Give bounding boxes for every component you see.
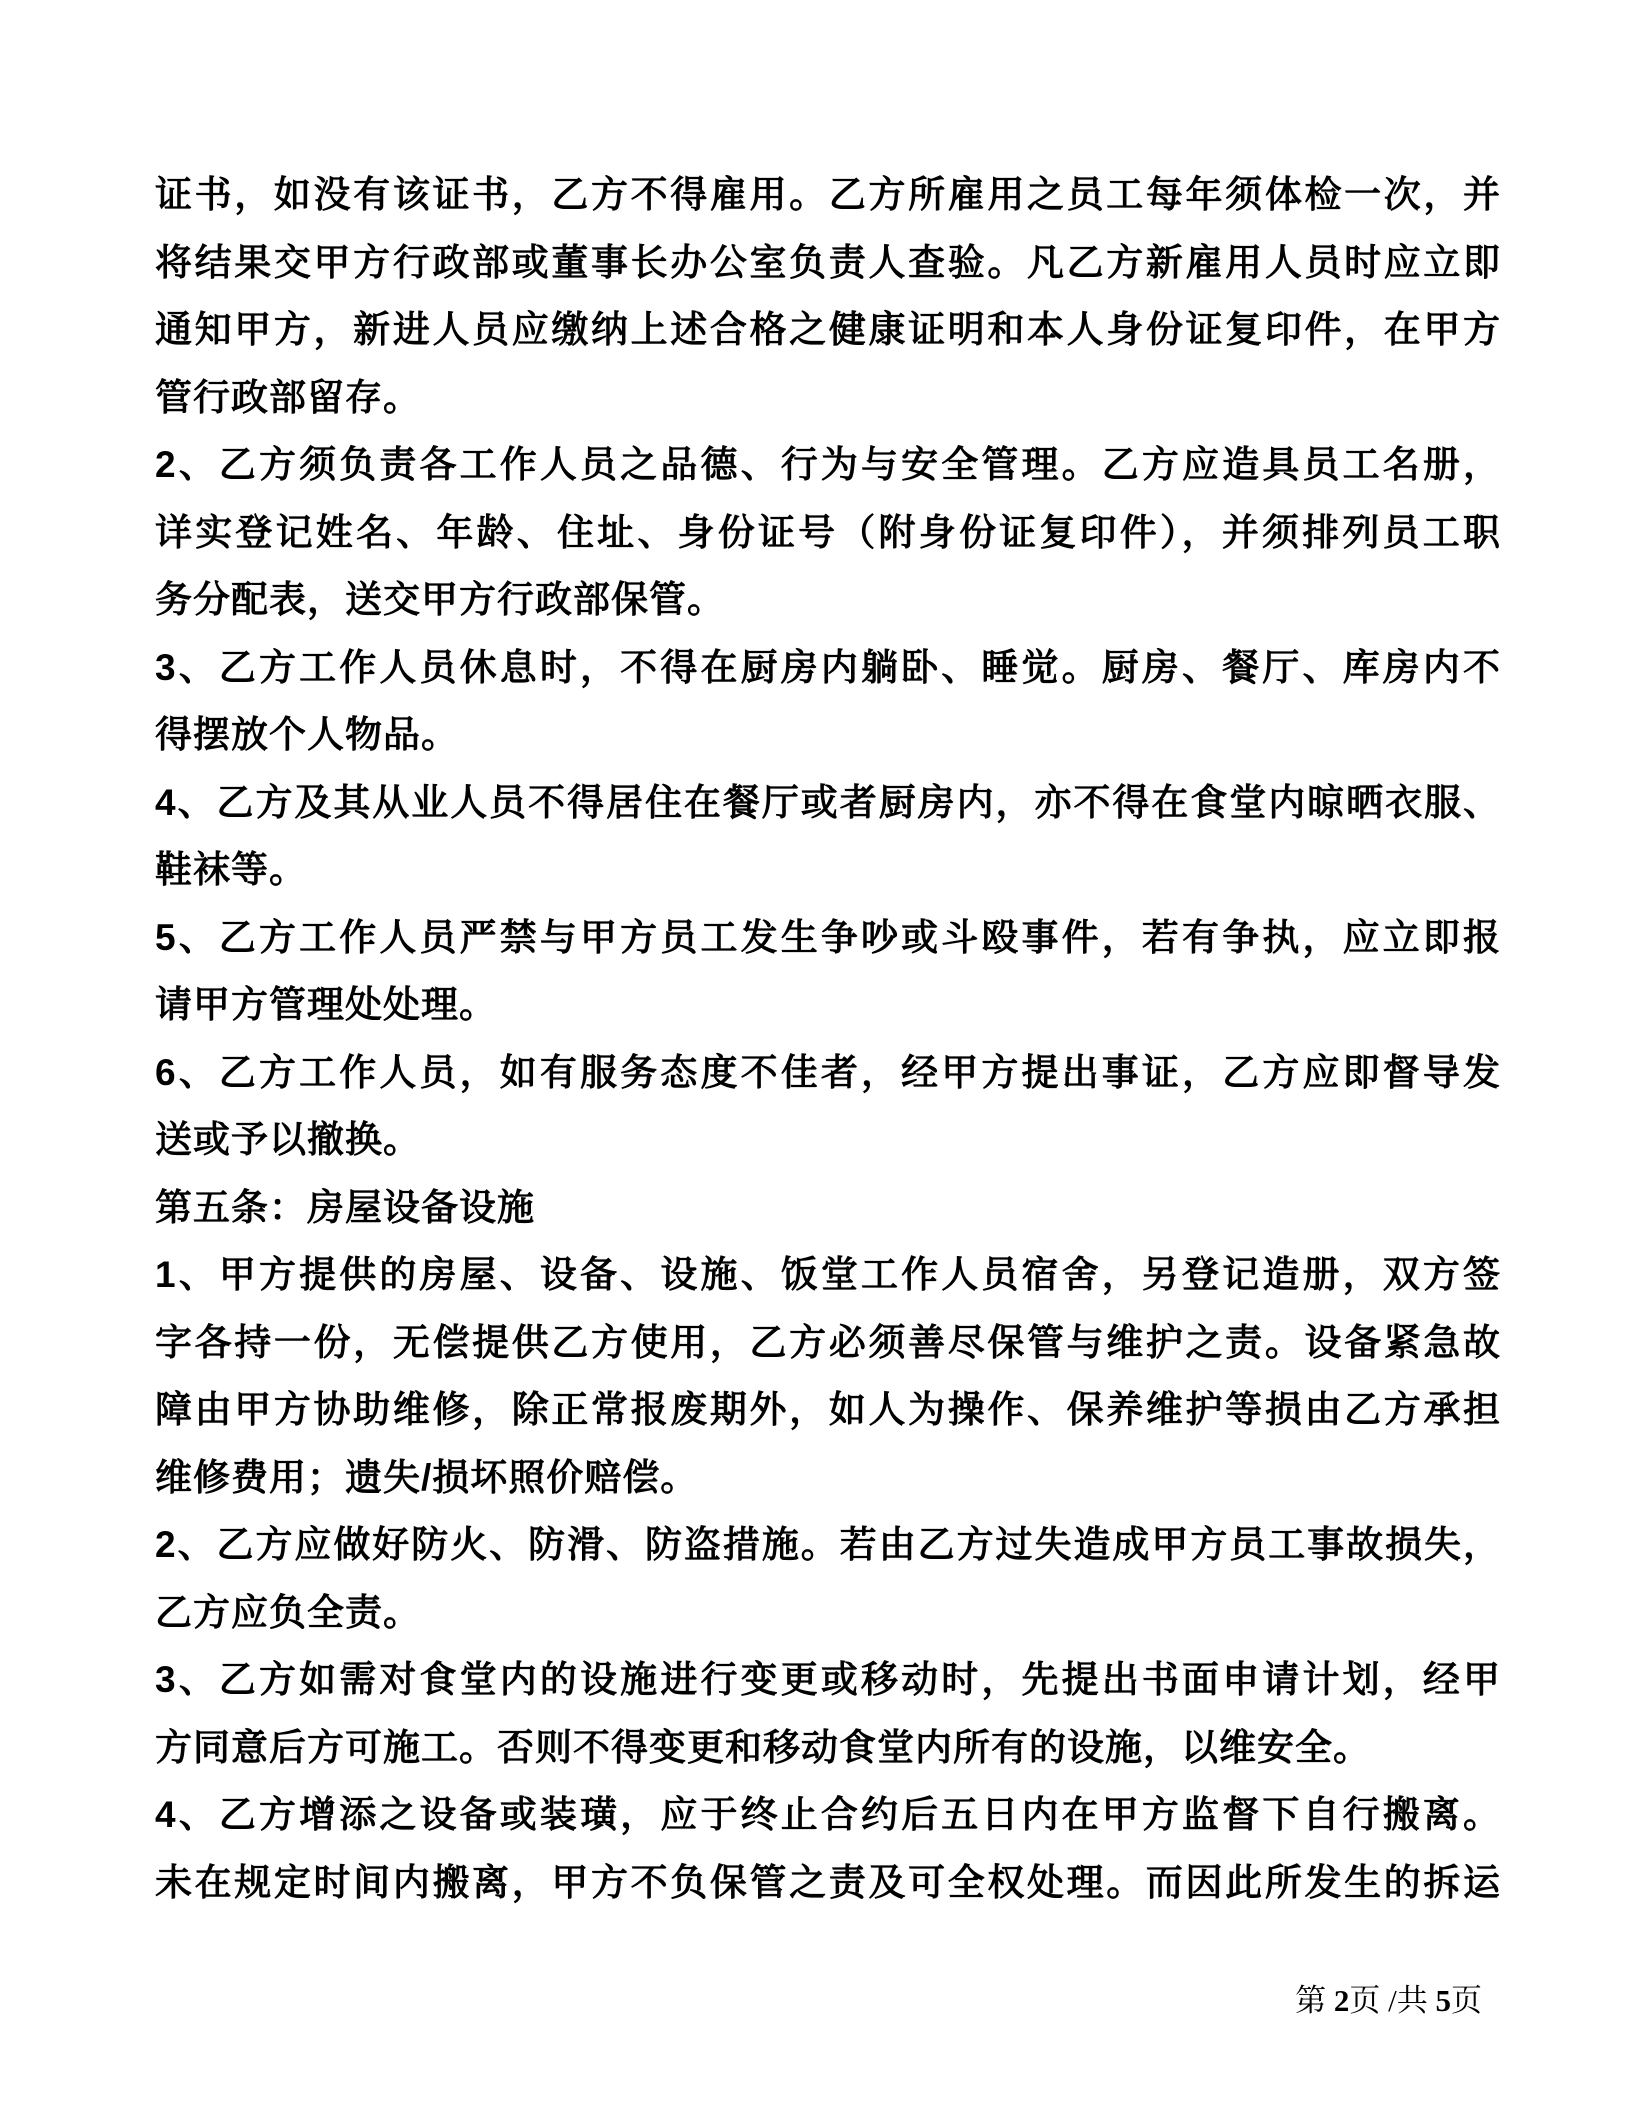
section-heading: 第五条：房屋设备设施	[155, 1186, 535, 1228]
document-line: 管行政部留存。	[155, 376, 421, 418]
document-line: 障由甲方协助维修，除正常报废期外，如人为操作、保养维护等损由乙方承担	[155, 1389, 1501, 1430]
document-line: 务分配表，送交甲方行政部保管。	[155, 579, 725, 620]
footer-prefix: 第	[1295, 1983, 1334, 2018]
footer-total-pages: 5	[1435, 1983, 1451, 2018]
document-line: 送或予以撤换。	[155, 1119, 421, 1160]
document-line: 3、乙方如需对食堂内的设施进行变更或移动时，先提出书面申请计划，经甲	[155, 1659, 1501, 1700]
document-line: 2、乙方应做好防火、防滑、防盗措施。若由乙方过失造成甲方员工事故损失，	[155, 1524, 1501, 1565]
page-number-footer	[1295, 1975, 1482, 2020]
document-line: 维修费用；遗失/损坏照价赔偿。	[155, 1456, 699, 1498]
document-line: 4、乙方及其从业人员不得居住在餐厅或者厨房内，亦不得在食堂内晾晒衣服、	[155, 781, 1501, 823]
document-line: 5、乙方工作人员严禁与甲方员工发生争吵或斗殴事件，若有争执，应立即报	[155, 916, 1501, 958]
document-line: 未在规定时间内搬离，甲方不负保管之责及可全权处理。而因此所发生的拆运	[155, 1861, 1501, 1903]
document-line: 字各持一份，无偿提供乙方使用，乙方必须善尽保管与维护之责。设备紧急故	[155, 1321, 1501, 1363]
document-line: 通知甲方，新进人员应缴纳上述合格之健康证明和本人身份证复印件，在甲方	[155, 309, 1501, 350]
document-line: 2、乙方须负责各工作人员之品德、行为与安全管理。乙方应造具员工名册，	[155, 444, 1501, 485]
document-line: 详实登记姓名、年龄、住址、身份证号（附身份证复印件），并须排列员工职	[155, 511, 1501, 553]
document-line: 将结果交甲方行政部或董事长办公室负责人查验。凡乙方新雇用人员时应立即	[155, 241, 1501, 283]
contract-body-text	[155, 161, 1501, 1916]
document-line: 请甲方管理处处理。	[155, 984, 497, 1025]
document-line: 3、乙方工作人员休息时，不得在厨房内躺卧、睡觉。厨房、餐厅、库房内不	[155, 646, 1501, 688]
footer-suffix: 页	[1451, 1983, 1482, 2018]
document-line: 6、乙方工作人员，如有服务态度不佳者，经甲方提出事证，乙方应即督导发	[155, 1051, 1501, 1093]
document-line: 1、甲方提供的房屋、设备、设施、饭堂工作人员宿舍，另登记造册，双方签	[155, 1254, 1501, 1295]
document-line: 方同意后方可施工。否则不得变更和移动食堂内所有的设施，以维安全。	[155, 1726, 1371, 1768]
footer-separator: 页 /共	[1349, 1983, 1436, 2018]
document-line: 鞋袜等。	[155, 849, 307, 890]
document-line: 4、乙方增添之设备或装璜，应于终止合约后五日内在甲方监督下自行搬离。	[155, 1794, 1501, 1835]
document-line: 得摆放个人物品。	[155, 714, 459, 755]
document-line: 乙方应负全责。	[155, 1591, 421, 1633]
document-line: 证书，如没有该证书，乙方不得雇用。乙方所雇用之员工每年须体检一次，并	[155, 174, 1501, 215]
footer-current-page: 2	[1333, 1983, 1350, 2018]
